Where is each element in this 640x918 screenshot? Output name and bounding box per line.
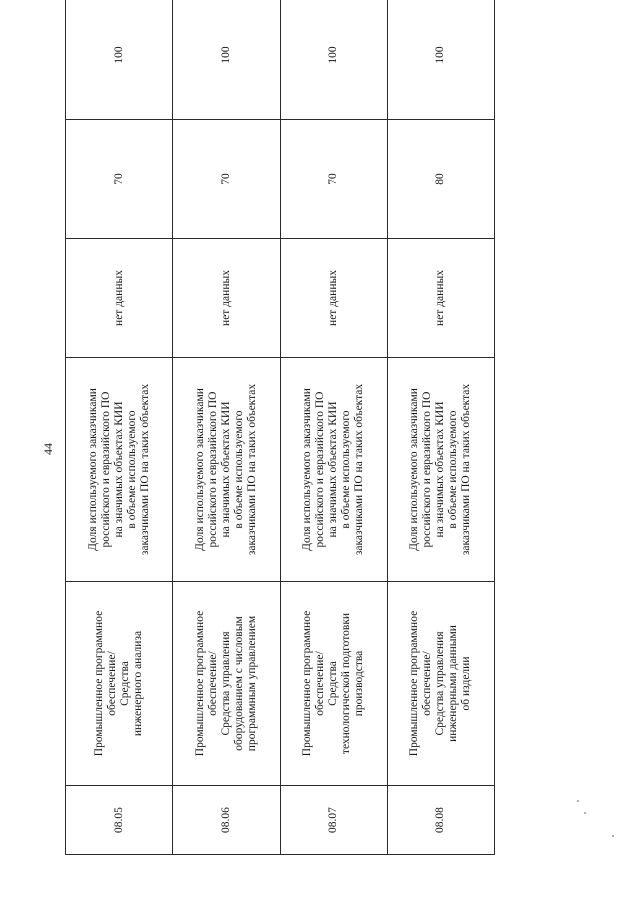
cell-software-class: Промышленное программное обеспечение/ Средства технологической подготовки производства (280, 582, 387, 786)
indicator-table (65, 0, 495, 855)
cell-baseline: нет данных (66, 239, 173, 358)
cell-target-value-1: 70 (280, 120, 387, 239)
cell-software-class: Промышленное программное обеспечение/ Средства управления оборудованием с числовым программным управлением (173, 582, 280, 786)
cell-code: 08.05 (66, 786, 173, 855)
cell-baseline: нет данных (387, 239, 494, 358)
cell-code: 08.08 (387, 786, 494, 855)
page-number (41, 439, 55, 459)
cell-code: 08.06 (173, 786, 280, 855)
table-row (387, 0, 494, 855)
cell-indicator: Доля используемого заказчиками российского и евразийского ПО на значимых объектах КИИ в объеме используемого заказчиками ПО на таких объектах (66, 358, 173, 582)
cell-baseline: нет данных (280, 239, 387, 358)
cell-target-value-2: 100 (280, 0, 387, 120)
scan-artifact (584, 812, 586, 814)
table-row (173, 0, 280, 855)
cell-target-value-2: 100 (387, 0, 494, 120)
cell-target-value-2: 100 (173, 0, 280, 120)
cell-target-value-2: 100 (66, 0, 173, 120)
cell-target-value-1: 70 (66, 120, 173, 239)
cell-baseline: нет данных (173, 239, 280, 358)
cell-software-class: Промышленное программное обеспечение/ Средства инженерного анализа (66, 582, 173, 786)
rotated-table-container (65, 45, 495, 855)
cell-code: 08.07 (280, 786, 387, 855)
scan-artifact (577, 800, 579, 802)
cell-software-class: Промышленное программное обеспечение/ Средства управления инженерными данными об изделии (387, 582, 494, 786)
cell-target-value-1: 70 (173, 120, 280, 239)
cell-indicator: Доля используемого заказчиками российского и евразийского ПО на значимых объектах КИИ в объеме используемого заказчиками ПО на таких объектах (387, 358, 494, 582)
page-number-text: 44 (41, 443, 55, 455)
table-row (280, 0, 387, 855)
table-row (66, 0, 173, 855)
cell-target-value-1: 80 (387, 120, 494, 239)
cell-indicator: Доля используемого заказчиками российского и евразийского ПО на значимых объектах КИИ в объеме используемого заказчиками ПО на таких объектах (280, 358, 387, 582)
scan-artifact (612, 835, 614, 837)
cell-indicator: Доля используемого заказчиками российского и евразийского ПО на значимых объектах КИИ в объеме используемого заказчиками ПО на таких объектах (173, 358, 280, 582)
